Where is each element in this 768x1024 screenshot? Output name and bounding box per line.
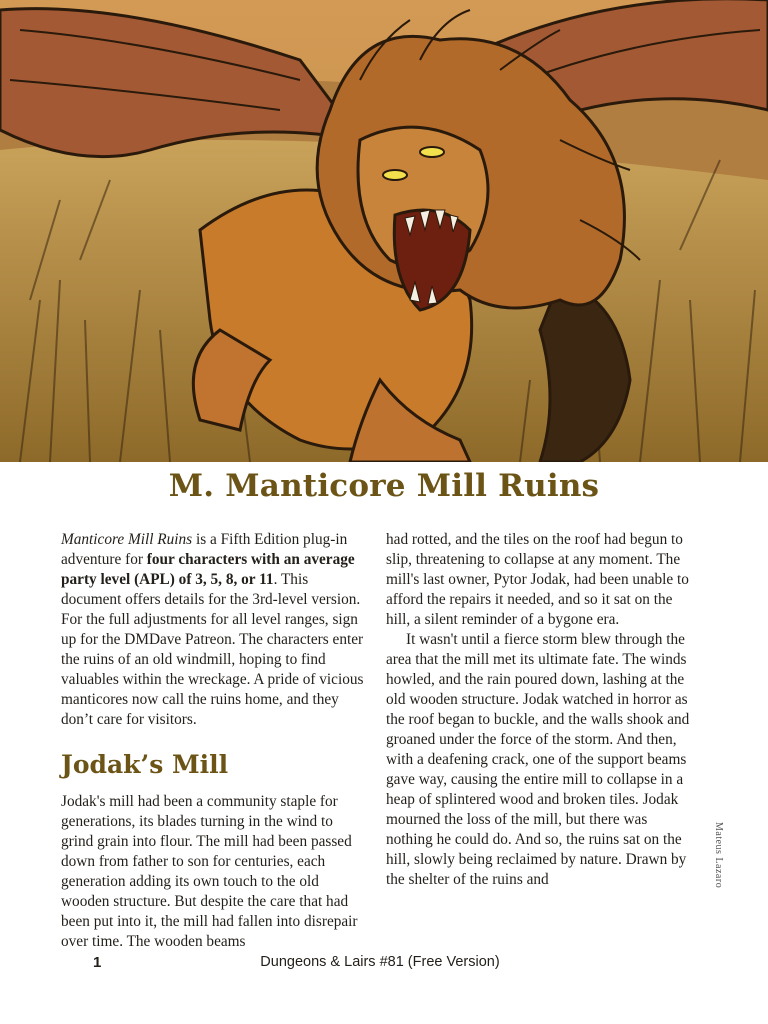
- right-column: [386, 530, 690, 890]
- manticore-art-icon: [0, 0, 768, 462]
- mill-paragraph-part-2: had rotted, and the tiles on the roof had begun to slip, threatening to collapse at any moment. The mill's last owner, Pytor Jodak, had been unable to afford the repairs it needed, and so it sat on the hill, a silent reminder of a bygone era.: [386, 531, 689, 628]
- page-title: M. Manticore Mill Ruins: [168, 468, 600, 504]
- party-level-bold: four characters with an average party level (APL) of 3, 5, 8, or 11: [61, 551, 355, 588]
- storm-paragraph: It wasn't until a fierce storm blew through the area that the mill met its ultimate fate. The winds howled, and the rain poured down, lashing at the old wooden structure. Jodak watched in horror as the roof began to buckle, and the walls shook and groaned under the force of the storm. And then, with a deafening crack, one of the support beams gave way, causing the entire mill to collapse in a heap of splintered wood and broken tiles. Jodak mourned the loss of the mill, but there was nothing he could do. And so, the ruins sat on the hill, slowly being reclaimed by nature. Drawn by the shelter of the ruins and: [386, 631, 690, 888]
- section-heading: Jodak’s Mill: [61, 750, 229, 779]
- page-number: 1: [93, 954, 102, 971]
- mill-paragraph-part-1: Jodak's mill had been a community staple for generations, its blades turning in the wind to grind grain into flour. The mill had been passed down from father to son for centuries, each generation adding its own touch to the old wooden structure. But despite the care that had been put into it, the mill had fallen into disrepair over time. The wooden beams: [61, 793, 358, 950]
- intro-text-2: . This document offers details for the 3rd-level version. For the full adjustments for all level ranges, sign up for the DMDave Patreon. The characters enter the ruins of an old windmill, hoping to find valuables within the wreckage. A pride of vicious manticores now call the ruins home, and they don’t care for visitors.: [61, 571, 364, 728]
- left-column: [61, 530, 365, 952]
- manticore-illustration: [0, 0, 768, 462]
- publication-title: Dungeons & Lairs #81 (Free Version): [260, 954, 500, 970]
- intro-text-1: is a Fifth Edition plug-in adventure for: [61, 531, 348, 568]
- artist-credit: Mateus Lazaro: [713, 822, 724, 889]
- intro-paragraph: [61, 530, 365, 730]
- adventure-title-italic: Manticore Mill Ruins: [61, 531, 193, 548]
